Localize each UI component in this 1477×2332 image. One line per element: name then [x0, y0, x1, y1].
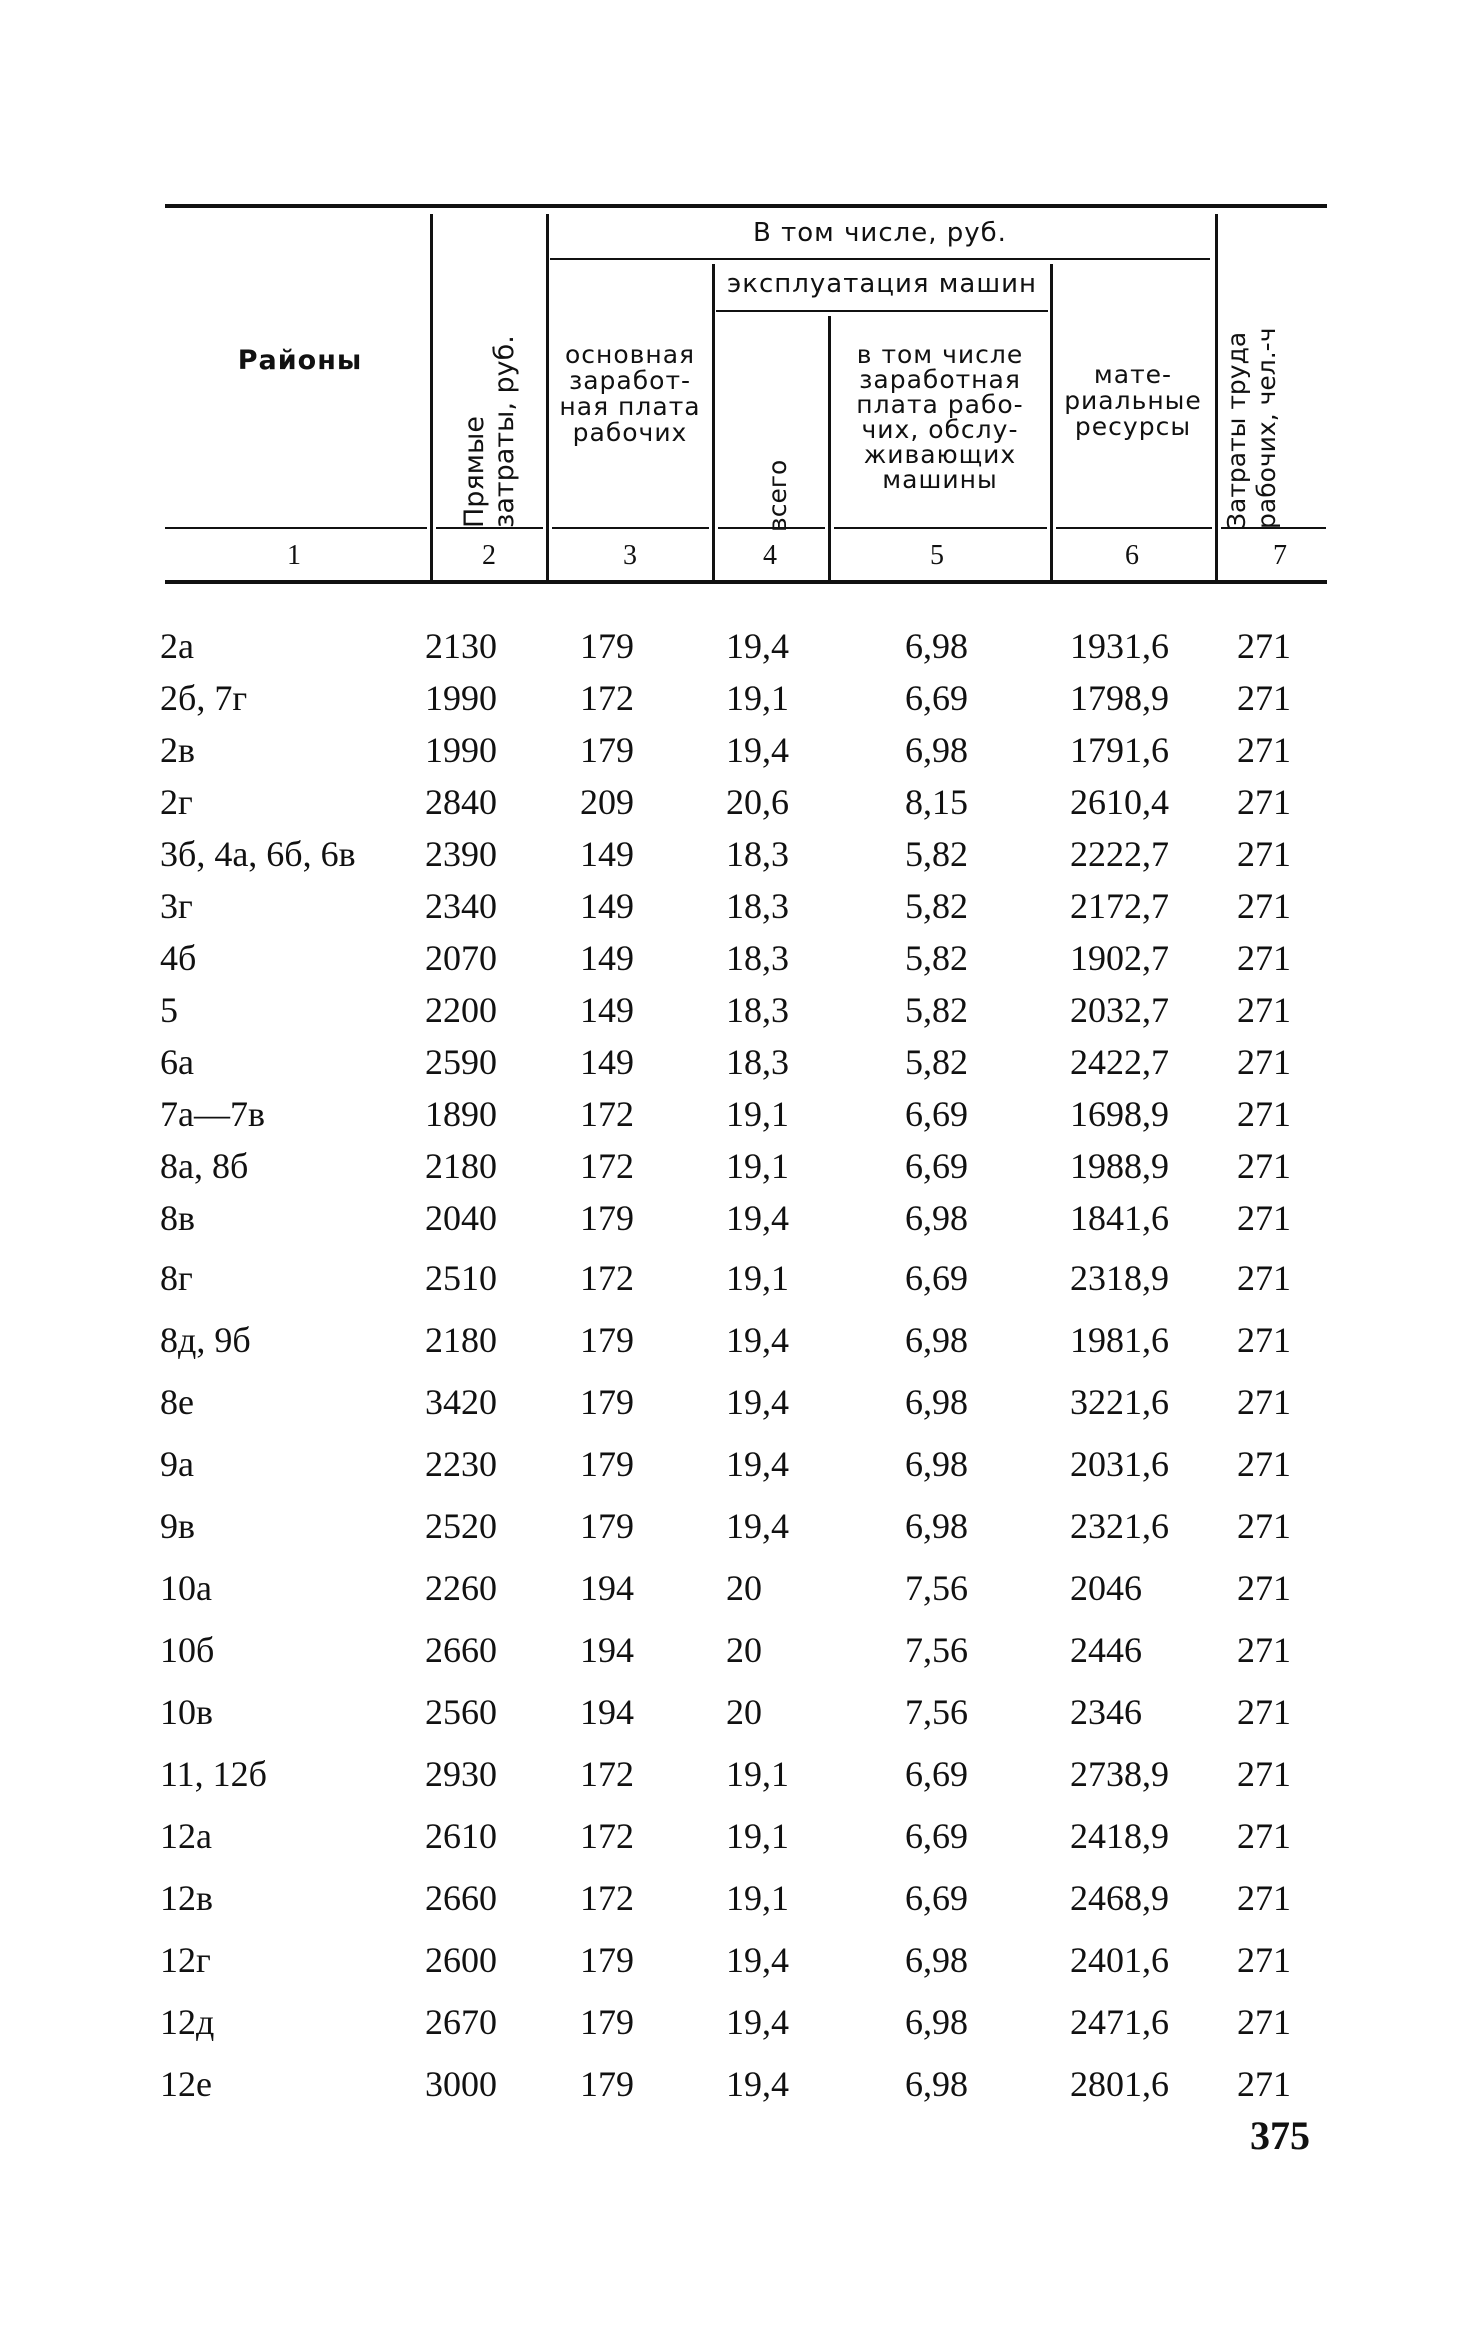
cell-labor-costs: 271 — [1237, 938, 1291, 978]
cell-materials: 2418,9 — [1070, 1816, 1169, 1856]
cell-region: 2а — [160, 626, 194, 666]
table-row — [0, 932, 1477, 984]
cell-machine-total: 19,4 — [726, 730, 789, 770]
cell-machine-total: 20,6 — [726, 782, 789, 822]
cell-materials: 1931,6 — [1070, 626, 1169, 666]
cell-labor-costs: 271 — [1237, 1042, 1291, 1082]
table-row — [0, 1748, 1477, 1800]
cell-region: 2б, 7г — [160, 678, 248, 718]
cell-machine-total: 19,4 — [726, 1506, 789, 1546]
cell-region: 8д, 9б — [160, 1320, 251, 1360]
cell-base-wage: 172 — [580, 678, 634, 718]
cell-direct-costs: 2390 — [425, 834, 497, 874]
cell-labor-costs: 271 — [1237, 782, 1291, 822]
table-row — [0, 1686, 1477, 1738]
cell-machine-total: 19,4 — [726, 1444, 789, 1484]
cell-machine-wage: 6,98 — [905, 1940, 968, 1980]
cell-direct-costs: 2510 — [425, 1258, 497, 1298]
cell-materials: 2738,9 — [1070, 1754, 1169, 1794]
including-underline — [550, 258, 1210, 260]
cell-materials: 3221,6 — [1070, 1382, 1169, 1422]
table-row — [0, 1500, 1477, 1552]
cell-materials: 1798,9 — [1070, 678, 1169, 718]
header-machine-operation: эксплуатация машин — [726, 269, 1038, 299]
cell-materials: 2401,6 — [1070, 1940, 1169, 1980]
cell-base-wage: 179 — [580, 1940, 634, 1980]
header-divider-1 — [430, 214, 433, 580]
cell-materials: 2422,7 — [1070, 1042, 1169, 1082]
cell-labor-costs: 271 — [1237, 2002, 1291, 2042]
cell-base-wage: 194 — [580, 1630, 634, 1670]
cell-region: 4б — [160, 938, 197, 978]
cell-machine-total: 18,3 — [726, 834, 789, 874]
table-row — [0, 828, 1477, 880]
cell-machine-total: 19,4 — [726, 2002, 789, 2042]
cell-labor-costs: 271 — [1237, 1094, 1291, 1134]
cell-direct-costs: 1890 — [425, 1094, 497, 1134]
table-row — [0, 724, 1477, 776]
cell-base-wage: 149 — [580, 990, 634, 1030]
cell-region: 9в — [160, 1506, 195, 1546]
cell-region: 8е — [160, 1382, 194, 1422]
cell-materials: 2471,6 — [1070, 2002, 1169, 2042]
cell-base-wage: 179 — [580, 626, 634, 666]
cell-machine-total: 19,1 — [726, 1258, 789, 1298]
cell-machine-wage: 5,82 — [905, 834, 968, 874]
header-bottom-rule — [165, 580, 1327, 584]
cell-labor-costs: 271 — [1237, 1816, 1291, 1856]
cell-base-wage: 172 — [580, 1146, 634, 1186]
cell-machine-wage: 8,15 — [905, 782, 968, 822]
cell-region: 3б, 4а, 6б, 6в — [160, 834, 356, 874]
cell-labor-costs: 271 — [1237, 1320, 1291, 1360]
cell-region: 10б — [160, 1630, 215, 1670]
table-row — [0, 672, 1477, 724]
cell-labor-costs: 271 — [1237, 1258, 1291, 1298]
cell-region: 10а — [160, 1568, 212, 1608]
header-materials: мате- риальные ресурсы — [1064, 360, 1202, 441]
cell-labor-costs: 271 — [1237, 834, 1291, 874]
cell-machine-total: 19,4 — [726, 1320, 789, 1360]
cell-machine-total: 20 — [726, 1568, 762, 1608]
cell-labor-costs: 271 — [1237, 2064, 1291, 2104]
cell-region: 12д — [160, 2002, 215, 2042]
cell-machine-total: 20 — [726, 1692, 762, 1732]
colnum-top-rule — [834, 527, 1047, 529]
cell-base-wage: 172 — [580, 1754, 634, 1794]
cell-region: 7а—7в — [160, 1094, 265, 1134]
table-row — [0, 1252, 1477, 1304]
cell-base-wage: 209 — [580, 782, 634, 822]
cell-base-wage: 172 — [580, 1816, 634, 1856]
cell-direct-costs: 2560 — [425, 1692, 497, 1732]
cell-direct-costs: 2520 — [425, 1506, 497, 1546]
cell-region: 11, 12б — [160, 1754, 267, 1794]
cell-direct-costs: 2260 — [425, 1568, 497, 1608]
cell-machine-wage: 6,69 — [905, 1094, 968, 1134]
cell-labor-costs: 271 — [1237, 1568, 1291, 1608]
colnum-top-rule — [165, 527, 427, 529]
cell-labor-costs: 271 — [1237, 1506, 1291, 1546]
header-machine-wage: в том числе заработная плата рабо- чих, обслу- живающих машины — [856, 340, 1024, 494]
cell-machine-total: 19,4 — [726, 2064, 789, 2104]
cell-direct-costs: 2670 — [425, 2002, 497, 2042]
cell-region: 12г — [160, 1940, 211, 1980]
cell-labor-costs: 271 — [1237, 1444, 1291, 1484]
header-labor-costs: Затраты труда рабочих, чел.-ч — [1222, 327, 1281, 529]
cell-direct-costs: 2600 — [425, 1940, 497, 1980]
cell-machine-wage: 6,69 — [905, 1878, 968, 1918]
cell-base-wage: 179 — [580, 1444, 634, 1484]
cell-labor-costs: 271 — [1237, 1878, 1291, 1918]
header-total: всего — [763, 459, 792, 532]
cell-machine-wage: 6,98 — [905, 2064, 968, 2104]
column-number: 7 — [1273, 540, 1287, 571]
cell-labor-costs: 271 — [1237, 1382, 1291, 1422]
cell-machine-total: 19,1 — [726, 678, 789, 718]
cell-machine-wage: 6,98 — [905, 1382, 968, 1422]
cell-direct-costs: 2070 — [425, 938, 497, 978]
cell-base-wage: 172 — [580, 1878, 634, 1918]
cell-base-wage: 149 — [580, 938, 634, 978]
cell-base-wage: 194 — [580, 1568, 634, 1608]
cell-direct-costs: 3420 — [425, 1382, 497, 1422]
table-row — [0, 1376, 1477, 1428]
cell-machine-wage: 6,98 — [905, 730, 968, 770]
cell-direct-costs: 2930 — [425, 1754, 497, 1794]
cell-direct-costs: 2610 — [425, 1816, 497, 1856]
cell-region: 12а — [160, 1816, 212, 1856]
cell-materials: 2046 — [1070, 1568, 1142, 1608]
cell-machine-total: 20 — [726, 1630, 762, 1670]
table-row — [0, 1192, 1477, 1244]
cell-region: 12в — [160, 1878, 213, 1918]
column-number: 1 — [287, 540, 301, 571]
table-row — [0, 1314, 1477, 1366]
cell-region: 5 — [160, 990, 178, 1030]
cell-region: 12е — [160, 2064, 212, 2104]
cell-machine-wage: 6,98 — [905, 1444, 968, 1484]
table-row — [0, 776, 1477, 828]
cell-base-wage: 172 — [580, 1094, 634, 1134]
cell-machine-total: 19,4 — [726, 1940, 789, 1980]
table-row — [0, 880, 1477, 932]
cell-base-wage: 194 — [580, 1692, 634, 1732]
cell-direct-costs: 2840 — [425, 782, 497, 822]
cell-direct-costs: 2180 — [425, 1146, 497, 1186]
table-row — [0, 984, 1477, 1036]
cell-base-wage: 179 — [580, 730, 634, 770]
cell-materials: 2610,4 — [1070, 782, 1169, 822]
cell-direct-costs: 3000 — [425, 2064, 497, 2104]
cell-machine-total: 18,3 — [726, 1042, 789, 1082]
cell-machine-total: 19,1 — [726, 1754, 789, 1794]
cell-machine-wage: 5,82 — [905, 1042, 968, 1082]
cell-base-wage: 149 — [580, 834, 634, 874]
header-base-wage: основная заработ- ная плата рабочих — [559, 340, 701, 447]
table-row — [0, 1810, 1477, 1862]
cell-machine-wage: 6,98 — [905, 1506, 968, 1546]
machines-underline — [716, 310, 1048, 312]
table-row — [0, 2058, 1477, 2110]
column-number: 6 — [1125, 540, 1139, 571]
cell-base-wage: 179 — [580, 2064, 634, 2104]
cell-machine-wage: 7,56 — [905, 1568, 968, 1608]
cell-labor-costs: 271 — [1237, 1198, 1291, 1238]
cell-region: 3г — [160, 886, 193, 926]
cell-base-wage: 172 — [580, 1258, 634, 1298]
cell-materials: 1791,6 — [1070, 730, 1169, 770]
cell-machine-wage: 6,98 — [905, 2002, 968, 2042]
cell-direct-costs: 1990 — [425, 678, 497, 718]
cell-machine-total: 19,1 — [726, 1094, 789, 1134]
table-row — [0, 1036, 1477, 1088]
column-number: 2 — [482, 540, 496, 571]
cell-labor-costs: 271 — [1237, 1940, 1291, 1980]
cell-region: 8г — [160, 1258, 193, 1298]
cell-machine-wage: 5,82 — [905, 938, 968, 978]
cell-base-wage: 179 — [580, 2002, 634, 2042]
cell-materials: 2031,6 — [1070, 1444, 1169, 1484]
cell-labor-costs: 271 — [1237, 730, 1291, 770]
cell-direct-costs: 2660 — [425, 1630, 497, 1670]
cell-machine-total: 18,3 — [726, 886, 789, 926]
table-row — [0, 1438, 1477, 1490]
table-header — [0, 0, 1477, 600]
cell-materials: 2346 — [1070, 1692, 1142, 1732]
cell-materials: 2321,6 — [1070, 1506, 1169, 1546]
cell-labor-costs: 271 — [1237, 1692, 1291, 1732]
table-row — [0, 1934, 1477, 1986]
table-row — [0, 1140, 1477, 1192]
cell-region: 9а — [160, 1444, 194, 1484]
header-regions: Районы — [237, 345, 363, 376]
table-row — [0, 1088, 1477, 1140]
cell-machine-wage: 6,69 — [905, 1754, 968, 1794]
cell-machine-total: 18,3 — [726, 990, 789, 1030]
cell-machine-total: 19,1 — [726, 1878, 789, 1918]
cell-materials: 1841,6 — [1070, 1198, 1169, 1238]
cell-materials: 1698,9 — [1070, 1094, 1169, 1134]
cell-region: 2в — [160, 730, 195, 770]
cell-machine-wage: 6,69 — [905, 1258, 968, 1298]
table-row — [0, 1996, 1477, 2048]
cell-machine-wage: 5,82 — [905, 990, 968, 1030]
cell-labor-costs: 271 — [1237, 1146, 1291, 1186]
header-including: В том числе, руб. — [753, 218, 1007, 248]
cell-materials: 2801,6 — [1070, 2064, 1169, 2104]
cell-labor-costs: 271 — [1237, 1630, 1291, 1670]
cell-machine-total: 19,1 — [726, 1816, 789, 1856]
cell-direct-costs: 2180 — [425, 1320, 497, 1360]
cell-base-wage: 149 — [580, 886, 634, 926]
table-row — [0, 1624, 1477, 1676]
cell-direct-costs: 2230 — [425, 1444, 497, 1484]
cell-direct-costs: 2040 — [425, 1198, 497, 1238]
table-row — [0, 1562, 1477, 1614]
cell-machine-wage: 6,98 — [905, 1198, 968, 1238]
cell-materials: 1902,7 — [1070, 938, 1169, 978]
cell-materials: 1988,9 — [1070, 1146, 1169, 1186]
cell-labor-costs: 271 — [1237, 1754, 1291, 1794]
cell-materials: 2318,9 — [1070, 1258, 1169, 1298]
cell-labor-costs: 271 — [1237, 990, 1291, 1030]
cell-machine-total: 19,1 — [726, 1146, 789, 1186]
cell-labor-costs: 271 — [1237, 626, 1291, 666]
cell-materials: 1981,6 — [1070, 1320, 1169, 1360]
cell-labor-costs: 271 — [1237, 678, 1291, 718]
cell-machine-wage: 6,69 — [905, 678, 968, 718]
cell-machine-total: 19,4 — [726, 1382, 789, 1422]
column-number: 5 — [930, 540, 944, 571]
cell-machine-wage: 7,56 — [905, 1630, 968, 1670]
cell-materials: 2446 — [1070, 1630, 1142, 1670]
table-row — [0, 620, 1477, 672]
header-divider-3 — [712, 264, 715, 580]
page-number: 375 — [1250, 2113, 1310, 2158]
cell-materials: 2222,7 — [1070, 834, 1169, 874]
cell-base-wage: 149 — [580, 1042, 634, 1082]
cell-materials: 2172,7 — [1070, 886, 1169, 926]
cell-machine-wage: 6,98 — [905, 626, 968, 666]
cell-materials: 2032,7 — [1070, 990, 1169, 1030]
cell-labor-costs: 271 — [1237, 886, 1291, 926]
colnum-top-rule — [1056, 527, 1212, 529]
cell-machine-wage: 5,82 — [905, 886, 968, 926]
table-row — [0, 1872, 1477, 1924]
cell-machine-wage: 6,98 — [905, 1320, 968, 1360]
cell-machine-total: 19,4 — [726, 1198, 789, 1238]
cell-direct-costs: 2130 — [425, 626, 497, 666]
cell-base-wage: 179 — [580, 1320, 634, 1360]
cell-base-wage: 179 — [580, 1198, 634, 1238]
cell-region: 6а — [160, 1042, 194, 1082]
cell-region: 8в — [160, 1198, 195, 1238]
cell-base-wage: 179 — [580, 1382, 634, 1422]
cell-base-wage: 179 — [580, 1506, 634, 1546]
cell-direct-costs: 1990 — [425, 730, 497, 770]
cell-machine-total: 18,3 — [726, 938, 789, 978]
column-number: 3 — [623, 540, 637, 571]
cell-machine-wage: 6,69 — [905, 1146, 968, 1186]
colnum-top-rule — [552, 527, 709, 529]
cell-direct-costs: 2660 — [425, 1878, 497, 1918]
cell-materials: 2468,9 — [1070, 1878, 1169, 1918]
header-direct-costs: Прямые затраты, руб. — [459, 335, 520, 528]
cell-machine-wage: 7,56 — [905, 1692, 968, 1732]
cell-machine-total: 19,4 — [726, 626, 789, 666]
header-divider-6 — [1215, 214, 1218, 580]
cell-direct-costs: 2590 — [425, 1042, 497, 1082]
cell-direct-costs: 2200 — [425, 990, 497, 1030]
header-top-rule — [165, 204, 1327, 208]
column-number: 4 — [763, 540, 777, 571]
cell-machine-wage: 6,69 — [905, 1816, 968, 1856]
cell-region: 10в — [160, 1692, 213, 1732]
cell-region: 8а, 8б — [160, 1146, 249, 1186]
cell-region: 2г — [160, 782, 193, 822]
cell-direct-costs: 2340 — [425, 886, 497, 926]
